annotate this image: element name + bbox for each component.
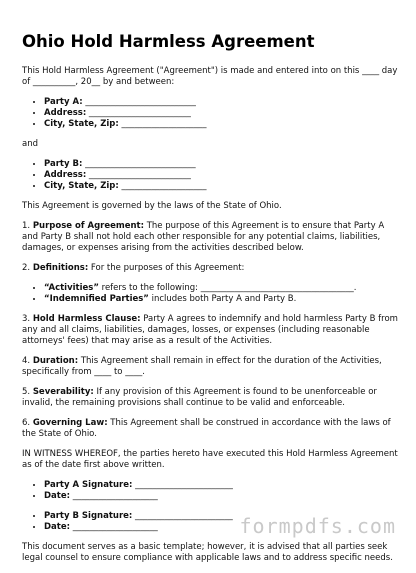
- party-b-name: • Party B: __________________________: [44, 159, 402, 170]
- party-b-signature: • Party B Signature: _______________________: [44, 511, 402, 522]
- definition-indemnified-parties: • “Indemnified Parties” includes both Party A and Party B.: [44, 294, 402, 305]
- witness-paragraph: IN WITNESS WHEREOF, the parties hereto have executed this Hold Harmless Agreement as of the date first above written.: [22, 449, 398, 470]
- section-purpose: 1. Purpose of Agreement: The purpose of this Agreement is to ensure that Party A and Party B shall not hold each other responsible for any potential claims, liabilities, damages, or expenses arising from the activities described below.: [22, 221, 385, 253]
- watermark: formpdfs.com: [239, 514, 396, 538]
- definitions-list: [22, 283, 402, 305]
- party-b-address: • Address: ________________________: [44, 170, 402, 181]
- document-page: [22, 32, 402, 573]
- document-title: Ohio Hold Harmless Agreement: [22, 32, 315, 51]
- intro-paragraph: This Hold Harmless Agreement ("Agreement") is made and entered into on this ____ day of __________, 20__ by and between:: [22, 66, 398, 87]
- section-governing-law: 6. Governing Law: This Agreement shall be construed in accordance with the laws of the State of Ohio.: [22, 418, 391, 439]
- and-text: and: [22, 139, 38, 149]
- footer-paragraph: This document serves as a basic template; however, it is advised that all parties seek legal counsel to ensure compliance with applicable laws and to address specific needs.: [22, 542, 393, 563]
- party-b-date: • Date: ____________________: [44, 522, 402, 533]
- party-a-list: [22, 97, 402, 130]
- party-b-list: [22, 159, 402, 192]
- signature-a-list: [22, 480, 402, 502]
- section-definitions: 2. Definitions: For the purposes of this Agreement:: [22, 263, 245, 273]
- party-a-date: • Date: ____________________: [44, 491, 402, 502]
- governed-paragraph: This Agreement is governed by the laws of the State of Ohio.: [22, 201, 282, 211]
- party-a-name: • Party A: __________________________: [44, 97, 402, 108]
- party-b-city: • City, State, Zip: ____________________: [44, 181, 402, 192]
- party-a-address: • Address: ________________________: [44, 108, 402, 119]
- section-hold-harmless: 3. Hold Harmless Clause: Party A agrees to indemnify and hold harmless Party B from any and all claims, liabilities, damages, losses, or expenses (including reasonable attorneys' fees) that may arise as a result of the Activities.: [22, 314, 398, 346]
- section-duration: 4. Duration: This Agreement shall remain in effect for the duration of the Activities, specifically from ____ to ____.: [22, 356, 382, 377]
- party-a-signature: • Party A Signature: _______________________: [44, 480, 402, 491]
- section-severability: 5. Severability: If any provision of this Agreement is found to be unenforceable or invalid, the remaining provisions shall continue to be valid and enforceable.: [22, 387, 377, 408]
- definition-activities: • “Activities” refers to the following: ____________________________________.: [44, 283, 402, 294]
- party-a-city: • City, State, Zip: ____________________: [44, 119, 402, 130]
